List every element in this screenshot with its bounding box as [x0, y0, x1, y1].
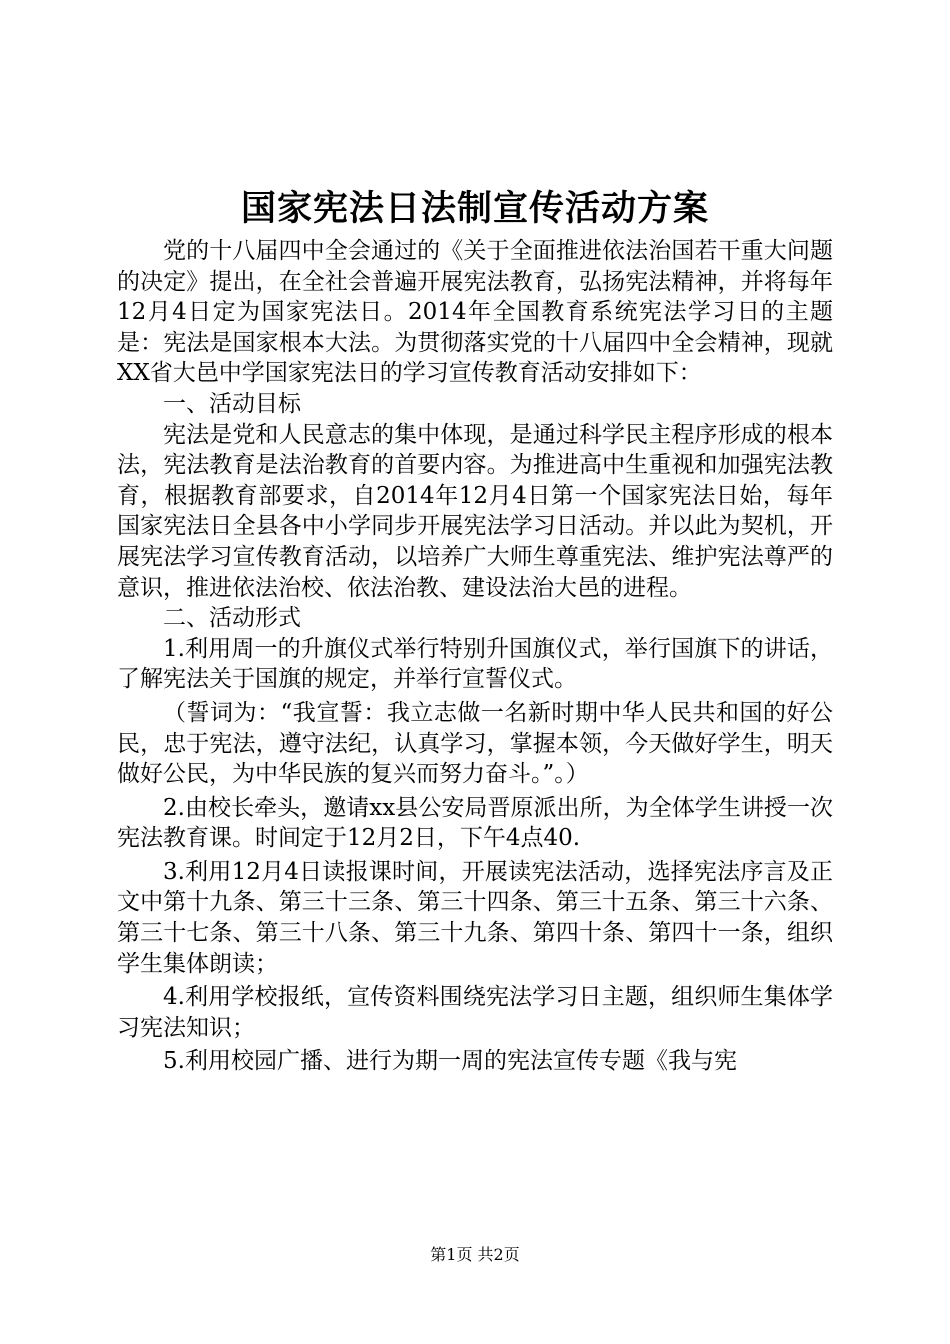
document-body: [117, 236, 833, 1077]
list-item-1: 1.利用周一的升旗仪式举行特别升国旗仪式，举行国旗下的讲话，了解宪法关于国旗的规定，并举行宣誓仪式。: [117, 635, 833, 693]
section-heading-goals: 一、活动目标: [163, 390, 301, 417]
document-title: 国家宪法日法制宣传活动方案: [240, 188, 709, 229]
list-item-3: 3.利用12月4日读报课时间，开展读宪法活动，选择宪法序言及正文中第十九条、第三十三条、第三十四条、第三十五条、第三十六条、第三十七条、第三十八条、第三十九条、第四十条、第四十一条，组织学生集体朗读；: [117, 858, 833, 977]
paragraph-goals: 宪法是党和人民意志的集中体现，是通过科学民主程序形成的根本法，宪法教育是法治教育的首要内容。为推进高中生重视和加强宪法教育，根据教育部要求，自2014年12月4日第一个国家宪法日始，每年国家宪法日全县各中小学同步开展宪法学习日活动。并以此为契机，开展宪法学习宣传教育活动，以培养广大师生尊重宪法、维护宪法尊严的意识，推进依法治校、依法治教、建设法治大邑的进程。: [117, 421, 833, 601]
oath-text: （誓词为：“我宣誓：我立志做一名新时期中华人民共和国的好公民，忠于宪法，遵守法纪，认真学习，掌握本领，今天做好学生，明天做好公民，为中华民族的复兴而努力奋斗。”。）: [117, 699, 833, 788]
page-number-footer: 第1页 共2页: [430, 1245, 520, 1264]
list-item-5: 5.利用校园广播、进行为期一周的宪法宣传专题《我与宪: [163, 1048, 737, 1075]
list-item-4: 4.利用学校报纸，宣传资料围绕宪法学习日主题，组织师生集体学习宪法知识；: [117, 984, 833, 1041]
section-heading-forms: 二、活动形式: [163, 605, 301, 632]
list-item-2: 2.由校长牵头，邀请xx县公安局晋原派出所，为全体学生讲授一次宪法教育课。时间定于12月2日，下午4点40.: [117, 794, 833, 852]
paragraph-intro: 党的十八届四中全会通过的《关于全面推进依法治国若干重大问题的决定》提出，在全社会普遍开展宪法教育，弘扬宪法精神，并将每年12月4日定为国家宪法日。2014年全国教育系统宪法学习日的主题是：宪法是国家根本大法。为贯彻落实党的十八届四中全会精神，现就XX省大邑中学国家宪法日的学习宣传教育活动安排如下：: [117, 238, 833, 387]
